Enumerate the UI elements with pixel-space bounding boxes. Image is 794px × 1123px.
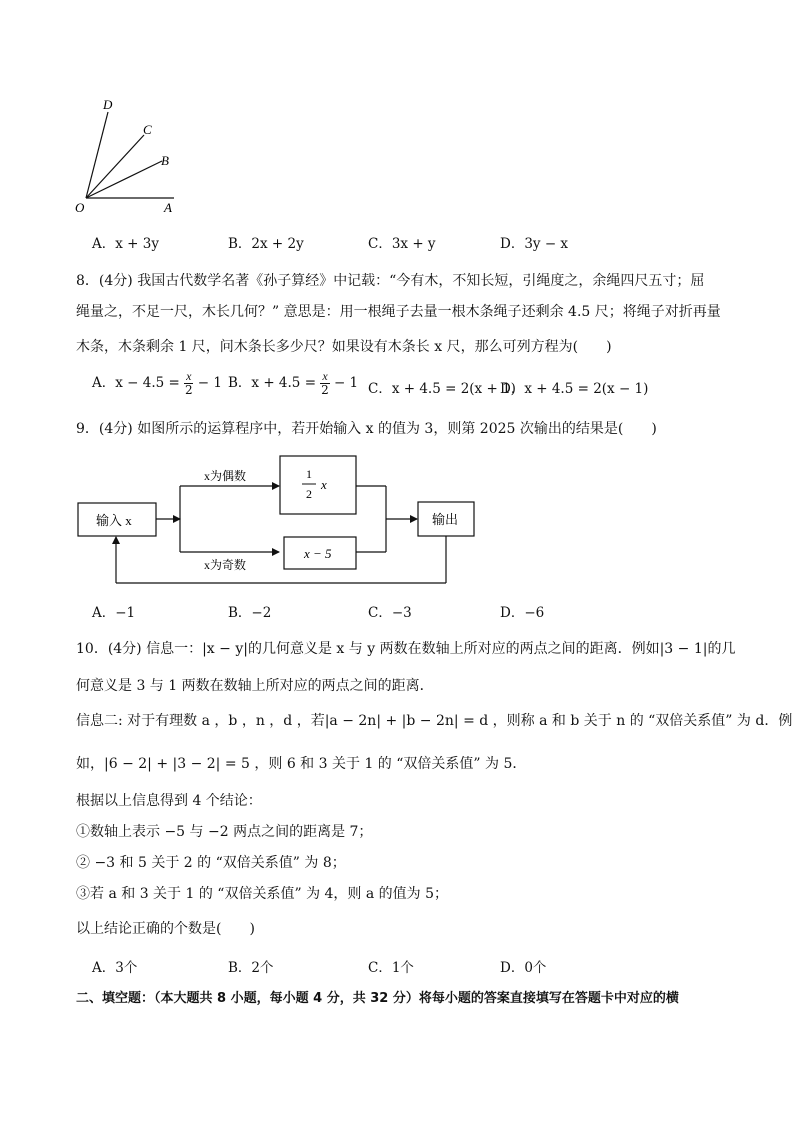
label-d: D <box>103 97 113 112</box>
q8-option-a-rhs: − 1 <box>197 375 222 391</box>
label-b: B <box>161 153 169 168</box>
flow-minus-label: x − 5 <box>304 546 332 561</box>
label-a: A <box>164 200 172 215</box>
q10-line-9: 以上结论正确的个数是( ) <box>76 921 255 937</box>
q9-option-d[interactable]: D．−6 <box>500 605 545 621</box>
q10-line-7: ② −3 和 5 关于 2 的 “双倍关系值” 为 8； <box>76 855 346 871</box>
q8-option-c[interactable]: C．x + 4.5 = 2(x + 1) <box>368 381 516 397</box>
label-o: O <box>75 200 85 215</box>
q8-line-2: 绳量之，不足一尺，木长几何？” 意思是：用一根绳子去量一根木条绳子还剩余 4.5 尺；将绳子对折再量 <box>76 304 721 320</box>
flow-even-label: x为偶数 <box>204 469 247 483</box>
q10-option-a[interactable]: A．3个 <box>92 960 138 976</box>
q8-line-3: 木条，木条剩余 1 尺，问木条长多少尺？如果设有木条长 x 尺，那么可列方程为( ) <box>76 339 612 355</box>
q10-line-3: 信息二: 对于有理数 a ，b ，n ，d ，若|a − 2n| + |b − 2n| = d ，则称 a 和 b 关于 n 的 “双倍关系值” 为 d．例 <box>76 713 793 729</box>
flowchart <box>70 448 490 593</box>
flow-input-label: 输入 x <box>96 513 132 528</box>
flow-odd-label: x为奇数 <box>204 558 247 572</box>
q10-option-c[interactable]: C．1个 <box>368 960 414 976</box>
section-2-heading: 二、填空题：（本大题共 8 小题，每小题 4 分，共 32 分）将每小题的答案直接填写在答题卡中对应的横 <box>76 991 679 1006</box>
ray-ob <box>86 161 162 198</box>
q9-text: 9．(4分) 如图所示的运算程序中，若开始输入 x 的值为 3，则第 2025 次输出的结果是( ) <box>76 421 657 437</box>
flow-half-num: 1 <box>306 467 312 481</box>
q9-option-c[interactable]: C．−3 <box>368 605 412 621</box>
q10-line-1: 10．(4分) 信息一：|x − y|的几何意义是 x 与 y 两数在数轴上所对应的两点之间的距离．例如|3 − 1|的几 <box>76 641 736 657</box>
q9-option-a[interactable]: A．−1 <box>92 605 136 621</box>
q7-option-d[interactable]: D．3y − x <box>500 236 569 252</box>
q10-line-5: 根据以上信息得到 4 个结论： <box>76 793 262 809</box>
q8-option-b[interactable] <box>228 370 358 397</box>
q8-option-a-fraction: $\frac{x}{2}$ <box>184 369 193 397</box>
q7-option-b[interactable]: B．2x + 2y <box>228 236 304 252</box>
q8-option-a[interactable] <box>92 370 222 397</box>
ray-oc <box>86 135 144 198</box>
q7-option-a[interactable]: A．x + 3y <box>92 236 159 252</box>
q10-line-8: ③若 a 和 3 关于 1 的 “双倍关系值” 为 4，则 a 的值为 5； <box>76 886 449 902</box>
flow-half-box <box>280 456 356 514</box>
q8-line-1: 8．(4分) 我国古代数学名著《孙子算经》中记载：“今有木，不知长短，引绳度之，余绳四尺五寸；屈 <box>76 273 705 289</box>
q10-option-d[interactable]: D．0个 <box>500 960 547 976</box>
q8-option-b-rhs: − 1 <box>333 375 359 391</box>
label-c: C <box>143 122 152 137</box>
q9-option-b[interactable]: B．−2 <box>228 605 272 621</box>
q7-option-c[interactable]: C．3x + y <box>368 236 436 252</box>
q8-option-b-fraction: $\frac{x}{2}$ <box>321 369 329 397</box>
q10-line-6: ①数轴上表示 −5 与 −2 两点之间的距离是 7； <box>76 824 373 840</box>
ray-od <box>86 112 108 198</box>
flow-half-den: 2 <box>306 487 312 501</box>
q8-option-a-lhs: A．x − 4.5 = <box>92 375 180 391</box>
angle-figure <box>70 95 190 220</box>
flow-output-label: 输出 <box>432 512 459 527</box>
q10-line-2: 何意义是 3 与 1 两数在数轴上所对应的两点之间的距离． <box>76 678 434 694</box>
flow-half-var: x <box>321 477 327 492</box>
q8-option-b-lhs: B．x + 4.5 = <box>228 375 317 391</box>
q10-line-4: 如，|6 − 2| + |3 − 2| = 5 ，则 6 和 3 关于 1 的 “双倍关系值” 为 5． <box>76 756 527 772</box>
q8-option-d[interactable]: D．x + 4.5 = 2(x − 1) <box>500 381 649 397</box>
q10-option-b[interactable]: B．2个 <box>228 960 274 976</box>
